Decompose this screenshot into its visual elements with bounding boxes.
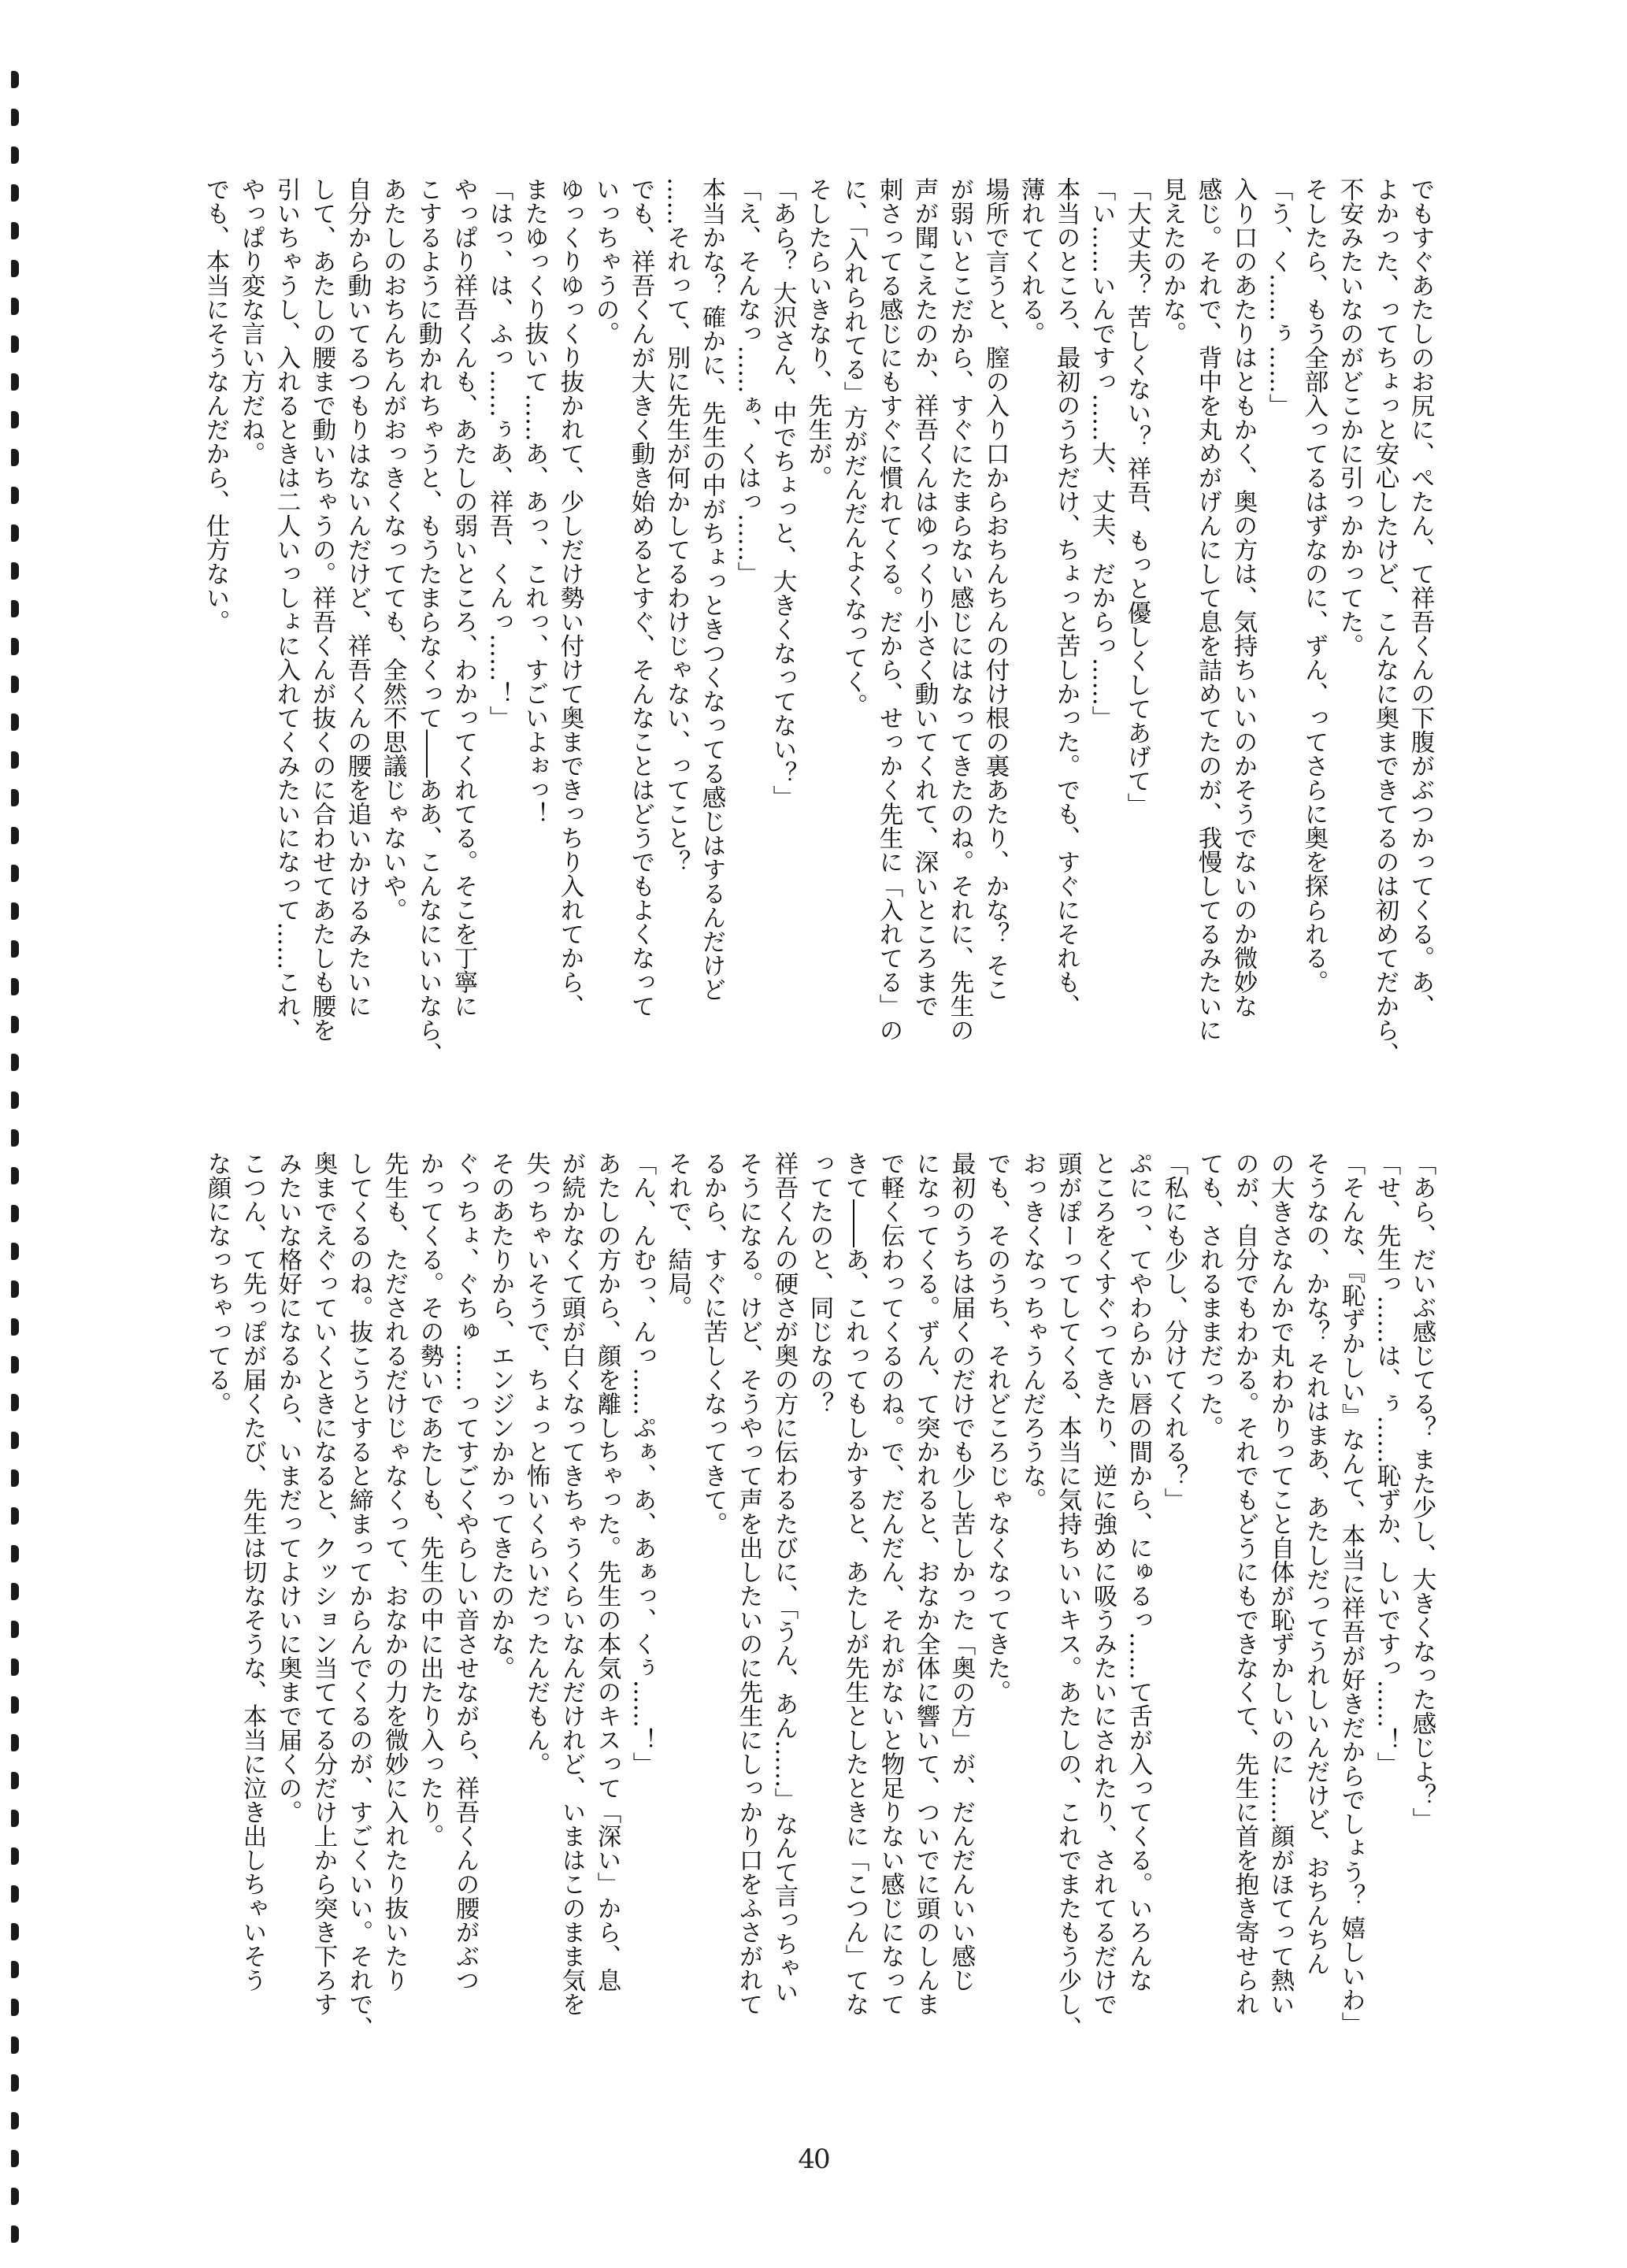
text-line: 「せ、先生っ……は、ぅ……恥ずか、しいですっ……！」 (1373, 1151, 1400, 1776)
text-line: ゆっくりゆっくり抜かれて、少しだけ勢い付けて奥まできっちり入れてから、 (556, 177, 584, 1018)
binding-mark (11, 1394, 19, 1411)
text-line: きて――あ、これってもしかすると、あたしが先生としたときに「こつん」てな (841, 1151, 869, 2016)
text-line: 感じ。それで、背中を丸めがげんにして息を詰めてたのが、我慢してるみたいに (1194, 177, 1221, 1042)
binding-mark (11, 600, 19, 617)
text-line: してくるのね。抜こうとすると締まってからんでくるのが、すごくいい。それで、 (345, 1151, 372, 2040)
text-line: でも、祥吾くんが大きく動き始めるとすぐ、そんなことはどうでもよくなって (627, 177, 654, 1018)
text-line: あたしの方から、顔を離しちゃった。先生の本気のキスって「深い」から、息 (593, 1151, 621, 1992)
binding-mark (11, 827, 19, 844)
binding-mark (11, 1280, 19, 1298)
text-line: 「大丈夫？ 苦しくない？ 祥吾、もっと優しくしてあげて」 (1123, 177, 1151, 817)
binding-mark (11, 184, 19, 202)
binding-mark (11, 1810, 19, 1827)
text-line: でも、そのうち、それどころじゃなくなってきた。 (983, 1151, 1010, 1704)
text-line: 「そんな、『恥ずかしい』なんて、本当に祥吾が好きだからでしょう？ 嬉しいわ」 (1337, 1151, 1365, 2036)
text-line: かってくる。その勢いであたしも、先生の中に出たり入ったり。 (416, 1151, 443, 1848)
binding-mark (11, 487, 19, 504)
binding-mark (11, 1583, 19, 1600)
text-line: 「あら？ 大沢さん、中でちょっと、大きくなってない？」 (769, 177, 796, 810)
text-line: 失っちゃいそうで、ちょっと怖いくらいだったんだもん。 (522, 1151, 550, 1776)
text-line: の大きさなんかで丸わかりってこと自体が恥ずかしいのに……顔がほてって熱い (1266, 1151, 1294, 2016)
text-line: が弱いとこだから、すぐにたまらない感じにはなってきたのね。それに、先生の (946, 177, 973, 1042)
binding-mark (11, 1054, 19, 1071)
text-line: ぐっちょ、ぐちゅ……ってすごくやらしい音させながら、祥吾くんの腰がぶつ (451, 1151, 479, 1992)
text-line: な顔になっちゃってる。 (203, 1151, 231, 1416)
binding-mark (11, 1847, 19, 1865)
binding-mark (11, 2112, 19, 2129)
text-line: 入り口のあたりはともかく、奥の方は、気持ちいいのかそうでないのか微妙な (1229, 177, 1257, 1018)
text-line: そしたらいきなり、先生が。 (804, 177, 832, 490)
binding-mark (11, 1621, 19, 1638)
upper-text-block (198, 177, 1438, 1146)
text-line: そのあたりから、エンジンかかってきたのかな。 (487, 1151, 514, 1680)
text-line: 祥吾くんの硬さが奥の方に伝わるたびに、「うん、あん……」なんて言っちゃい (770, 1151, 798, 2004)
binding-mark (11, 1734, 19, 1751)
text-line: 「い……いんですっ……大、丈夫、だからっ……」 (1088, 177, 1115, 730)
text-line: のが、自分でもわかる。それでもどうにもできなくて、先生に首を抱き寄せられ (1231, 1151, 1258, 2016)
text-line: 引いちゃうし、入れるときは二人いっしょに入れてくみたいになって……これ、 (272, 177, 300, 1042)
text-line: でもすぐあたしのお尻に、ぺたん、て祥吾くんの下腹がぶつかってくる。あ、 (1406, 177, 1434, 1018)
text-line: して、あたしの腰まで動いちゃうの。祥吾くんが抜くのに合わせてあたしも腰を (308, 177, 335, 1042)
binding-mark (11, 1129, 19, 1147)
binding-mark (11, 146, 19, 164)
binding-mark (11, 2150, 19, 2167)
text-line: ても、されるままだった。 (1195, 1151, 1223, 1440)
text-line: でも、本当にそうなんだから、仕方ない。 (202, 177, 229, 634)
text-line: 見えたのかな。 (1158, 177, 1186, 346)
text-line: またゆっくり抜いて……あ、あっ、これっ、すごいよぉっ！ (521, 177, 548, 826)
text-line: あたしのおちんちんがおっきくなってても、全然不思議じゃないや。 (379, 177, 406, 922)
binding-mark (11, 1243, 19, 1260)
text-line: こするように動かれちゃうと、もうたまらなくって――ああ、こんなにいいなら、 (414, 177, 442, 1066)
binding-mark (11, 2188, 19, 2205)
text-line: おっきくなっちゃうんだろうな。 (1018, 1151, 1046, 1512)
binding-mark (11, 524, 19, 542)
text-line: やっぱり祥吾くんも、あたしの弱いところ、わかってくれてる。そこを丁寧に (450, 177, 477, 1018)
binding-mark (11, 373, 19, 391)
binding-mark (11, 1507, 19, 1525)
text-line: 「あら、だいぶ感じてる？ また少し、大きくなった感じよ？」 (1408, 1151, 1436, 1832)
text-line: やっぱり変な言い方だね。 (237, 177, 265, 465)
text-line: ってたのと、同じなの？ (806, 1151, 833, 1416)
binding-mark (11, 1091, 19, 1109)
text-line: ……それって、別に先生が何かしてるわけじゃない、ってこと？ (662, 177, 690, 874)
text-line: 本当かな？ 確かに、先生の中がちょっときつくなってる感じはするんだけど (698, 177, 725, 1002)
binding-mark (11, 1772, 19, 1789)
text-line: が続かなくて頭が白くなってきちゃうくらいなんだけれど、いまはこのまま気を (558, 1151, 585, 2016)
binding-mark (11, 222, 19, 239)
text-line: 本当のところ、最初のうちだけ、ちょっと苦しかった。でも、すぐにそれも、 (1052, 177, 1080, 1018)
text-line: 最初のうちは届くのだけでも少し苦しかった「奥の方」が、だんだんいい感じ (947, 1151, 975, 1992)
binding-mark (11, 1318, 19, 1336)
binding-mark (11, 751, 19, 769)
text-line: 「はっ、は、ふっ……ぅあ、祥吾、くんっ……！」 (485, 177, 513, 730)
text-line: になってくる。ずん、て突かれると、おなか全体に響いて、ついでに頭のしんま (912, 1151, 940, 2016)
text-line: よかった、ってちょっと安心したけど、こんなに奥まできてるのは初めてだから、 (1371, 177, 1399, 1066)
binding-edge (0, 0, 32, 2268)
text-line: 「私にも少し、分けてくれる？」 (1160, 1151, 1188, 1512)
text-line: ところをくすぐってきたり、逆に強めに吸うみたいにされたり、されてるだけで (1089, 1151, 1117, 2016)
text-line: 先生も、ただされるだけじゃなくって、おなかの力を微妙に入れたり抜いたり (380, 1151, 408, 1992)
binding-mark (11, 2225, 19, 2243)
text-line: るから、すぐに苦しくなってきて。 (699, 1151, 727, 1536)
text-line: 刺さってる感じにもすぐに慣れてくる。だから、せっかく先生に「入れてる」の (875, 177, 902, 1042)
binding-mark (11, 1545, 19, 1562)
text-line: 「ん、んむっ、んっ……ぷぁ、あ、あぁっ、くぅ……！」 (628, 1151, 656, 1776)
binding-mark (11, 1469, 19, 1487)
binding-mark (11, 638, 19, 655)
binding-mark (11, 1167, 19, 1184)
binding-mark (11, 713, 19, 731)
binding-mark (11, 109, 19, 126)
text-line: 奥までえぐっていくときになると、クッション当ててる分だけ上から突き下ろす (309, 1151, 337, 2016)
text-line: 「う、く……ぅ……」 (1265, 177, 1292, 417)
text-line: 不安みたいなのがどこかに引っかかってた。 (1336, 177, 1363, 658)
page-number: 40 (798, 2144, 829, 2175)
text-line: そうなの、かな？ それはまあ、あたしだってうれしいんだけど、おちんちん (1302, 1151, 1329, 1976)
text-line: 「え、そんなっ……ぁ、くはっ……」 (733, 177, 761, 586)
text-line: いっちゃうの。 (591, 177, 619, 346)
binding-mark (11, 1016, 19, 1033)
text-line: そうになる。けど、そうやって声を出したいのに先生にしっかり口をふさがれて (735, 1151, 762, 2016)
binding-mark (11, 2036, 19, 2054)
text-line: こつん、て先っぽが届くたび、先生は切なそうな、本当に泣き出しちゃいそう (239, 1151, 266, 1992)
text-line: 声が聞こえたのか、祥吾くんはゆっくり小さく動いてくれて、深いところまで (910, 177, 938, 1018)
binding-mark (11, 978, 19, 995)
text-line: それで、結局。 (664, 1151, 691, 1320)
text-line: 頭がぽーってしてくる、本当に気持ちいいキス。あたしの、これでまたもう少し、 (1054, 1151, 1081, 2040)
binding-mark (11, 335, 19, 353)
binding-mark (11, 1999, 19, 2016)
binding-mark (11, 260, 19, 277)
text-line: 自分から動いてるつもりはないんだけど、祥吾くんの腰を追いかけるみたいに (343, 177, 371, 1018)
binding-mark (11, 1205, 19, 1222)
text-line: みたいな格好になるから、いまだってよけいに奥まで届くの。 (274, 1151, 302, 1824)
binding-mark (11, 902, 19, 920)
binding-mark (11, 1432, 19, 1449)
binding-mark (11, 940, 19, 958)
text-line: 場所で言うと、膣の入り口からおちんちんの付け根の裏あたり、かな？ そこ (981, 177, 1009, 1002)
binding-mark (11, 71, 19, 88)
binding-mark (11, 789, 19, 806)
binding-mark (11, 562, 19, 580)
text-line: 薄れてくれる。 (1017, 177, 1044, 346)
binding-mark (11, 1885, 19, 1903)
binding-mark (11, 1356, 19, 1373)
binding-mark (11, 865, 19, 882)
text-line: に、「入れられてる」方がだんだんよくなってく。 (839, 177, 867, 718)
text-line: ぷにっ、てやわらかい唇の間から、にゅるっ……て舌が入ってくる。いろんな (1125, 1151, 1152, 1992)
binding-mark (11, 449, 19, 466)
binding-mark (11, 1696, 19, 1714)
binding-mark (11, 676, 19, 693)
text-line: で軽く伝わってくるのね。で、だんだん、それがないと物足りない感じになって (877, 1151, 904, 2016)
binding-mark (11, 298, 19, 315)
binding-mark (11, 1961, 19, 1978)
binding-mark (11, 411, 19, 428)
text-line: そしたら、もう全部入ってるはずなのに、ずん、ってさらに奥を探られる。 (1300, 177, 1328, 994)
lower-text-block (199, 1151, 1440, 2116)
binding-mark (11, 1658, 19, 1676)
binding-mark (11, 2074, 19, 2092)
binding-mark (11, 1923, 19, 1940)
